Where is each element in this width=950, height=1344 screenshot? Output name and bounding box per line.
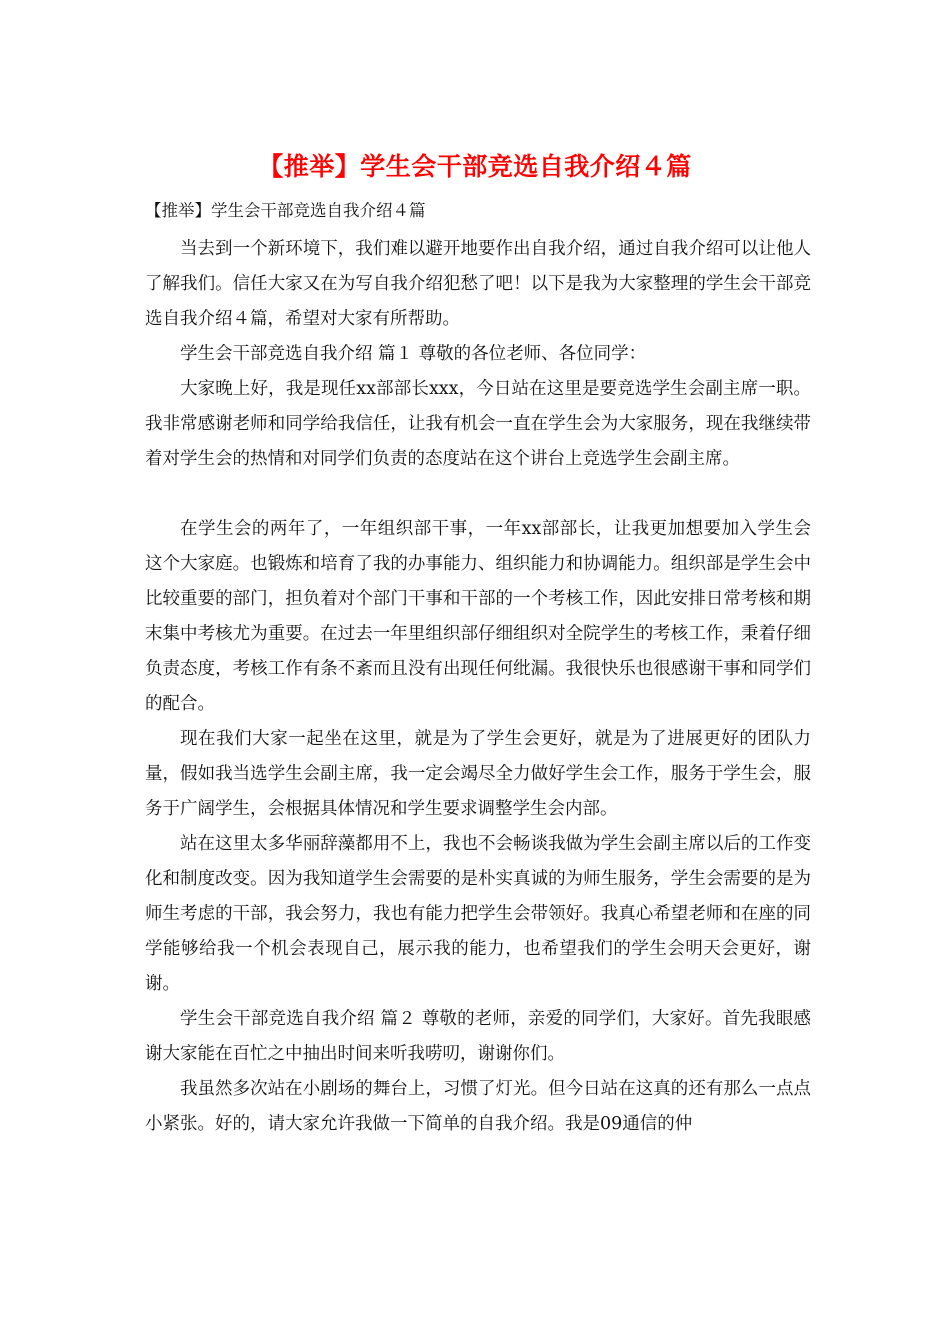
paragraph-intro: 当去到一个新环境下，我们难以避开地要作出自我介绍，通过自我介绍可以让他人了解我们。信任大家又在为写自我介绍犯愁了吧！以下是我为大家整理的学生会干部竞选自我介绍４篇，希望对大家有所帮助。 <box>145 239 811 329</box>
document-title: 【推举】学生会干部竞选自我介绍４篇 <box>258 152 692 181</box>
paragraph-section-2-heading: 学生会干部竞选自我介绍 篇２ 尊敬的老师，亲爱的同学们，大家好。首先我眼感谢大家能在百忙之中抽出时间来听我唠叨，谢谢你们。 <box>145 1009 811 1064</box>
paragraph-commitment: 现在我们大家一起坐在这里，就是为了学生会更好，就是为了进展更好的团队力量，假如我当选学生会副主席，我一定会竭尽全力做好学生会工作，服务于学生会，服务于广阔学生，会根据具体情况和学生要求调整学生会内部。 <box>145 729 811 819</box>
paragraph-greeting: 大家晚上好，我是现任xx部部长xxx，今日站在这里是要竞选学生会副主席一职。我非常感谢老师和同学给我信任，让我有机会一直在学生会为大家服务，现在我继续带着对学生会的热情和对同学们负责的态度站在这个讲台上竞选学生会副主席。 <box>145 379 811 469</box>
paragraph-section-1-heading: 学生会干部竞选自我介绍 篇１ 尊敬的各位老师、各位同学： <box>180 344 647 364</box>
document-subtitle: 【推举】学生会干部竞选自我介绍４篇 <box>145 201 426 220</box>
paragraph-self-intro: 我虽然多次站在小剧场的舞台上，习惯了灯光。但今日站在这真的还有那么一点点小紧张。好的，请大家允许我做一下简单的自我介绍。我是09通信的仲 <box>145 1079 811 1134</box>
paragraph-closing: 站在这里太多华丽辞藻都用不上，我也不会畅谈我做为学生会副主席以后的工作变化和制度改变。因为我知道学生会需要的是朴实真诚的为师生服务，学生会需要的是为师生考虑的干部，我会努力，我也有能力把学生会带领好。我真心希望老师和在座的同学能够给我一个机会表现自己，展示我的能力，也希望我们的学生会明天会更好，谢谢。 <box>145 834 811 994</box>
document-body <box>145 232 811 1142</box>
paragraph-experience: 在学生会的两年了，一年组织部干事，一年xx部部长，让我更加想要加入学生会这个大家庭。也锻炼和培育了我的办事能力、组织能力和协调能力。组织部是学生会中比较重要的部门，担负着对个部门干事和干部的一个考核工作，因此安排日常考核和期末集中考核尤为重要。在过去一年里组织部仔细组织对全院学生的考核工作，秉着仔细负责态度，考核工作有条不紊而且没有出现任何纰漏。我很快乐也很感谢干事和同学们的配合。 <box>145 519 811 714</box>
